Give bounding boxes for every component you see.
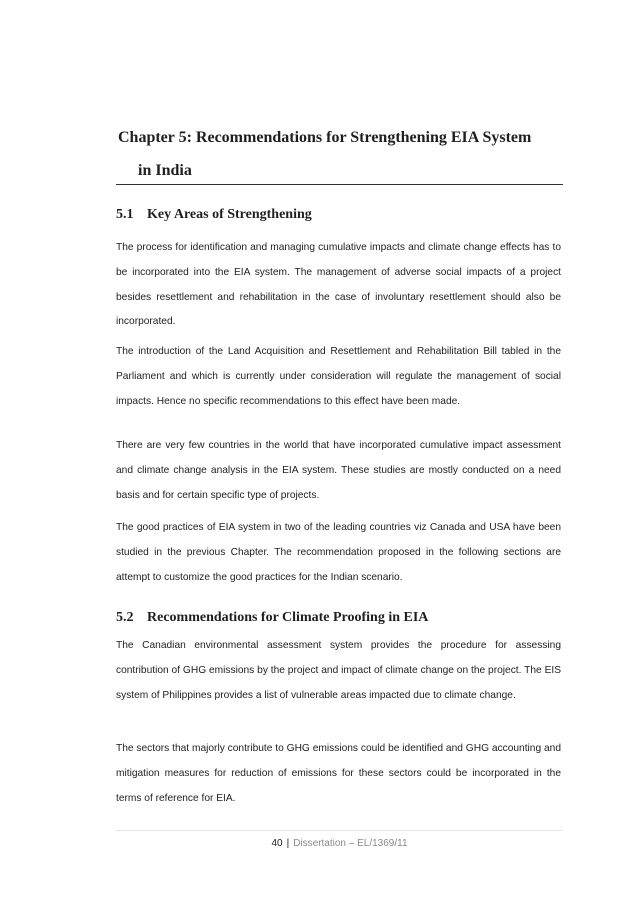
chapter-title — [118, 121, 568, 187]
section-number: 5.1 — [116, 207, 134, 222]
footer-divider — [116, 830, 563, 831]
chapter-title-line-2: in India — [138, 162, 192, 179]
section-number: 5.2 — [116, 610, 134, 625]
paragraph: There are very few countries in the world that have incorporated cumulative impact assessment and climate change analysis in the EIA system. These studies are mostly conducted on a need basis and for certain specific type of projects. — [116, 440, 561, 501]
footer-separator: | — [286, 838, 290, 849]
document-id: Dissertation – EL/1369/11 — [293, 838, 408, 849]
paragraph: The sectors that majorly contribute to GHG emissions could be identified and GHG accounting and mitigation measures for reduction of emissions for these sectors could be incorporated in the terms of reference for EIA. — [116, 743, 561, 804]
paragraph: The process for identification and managing cumulative impacts and climate change effects has to be incorporated into the EIA system. The management of adverse social impacts of a project besides resettlement and rehabilitation in the case of involuntary resettlement should also be incorporated. — [116, 242, 561, 328]
section-heading-5-2 — [116, 609, 428, 627]
page-number: 40 — [271, 838, 283, 849]
page-footer — [116, 838, 563, 849]
chapter-title-line-1: Chapter 5: Recommendations for Strengthening EIA System — [118, 129, 532, 146]
paragraph: The Canadian environmental assessment system provides the procedure for assessing contribution of GHG emissions by the project and impact of climate change on the project. The EIS system of Philippines provides a list of vulnerable areas impacted due to climate change. — [116, 640, 561, 701]
section-title: Recommendations for Climate Proofing in EIA — [147, 610, 429, 625]
section-heading-5-1 — [116, 206, 312, 224]
title-divider — [116, 184, 563, 185]
section-title: Key Areas of Strengthening — [147, 207, 312, 222]
paragraph: The introduction of the Land Acquisition and Resettlement and Rehabilitation Bill tabled in the Parliament and which is currently under consideration will regulate the management of social impacts. Hence no specific recommendations to this effect have been made. — [116, 346, 561, 407]
paragraph: The good practices of EIA system in two of the leading countries viz Canada and USA have been studied in the previous Chapter. The recommendation proposed in the following sections are attempt to customize the good practices for the Indian scenario. — [116, 522, 561, 583]
